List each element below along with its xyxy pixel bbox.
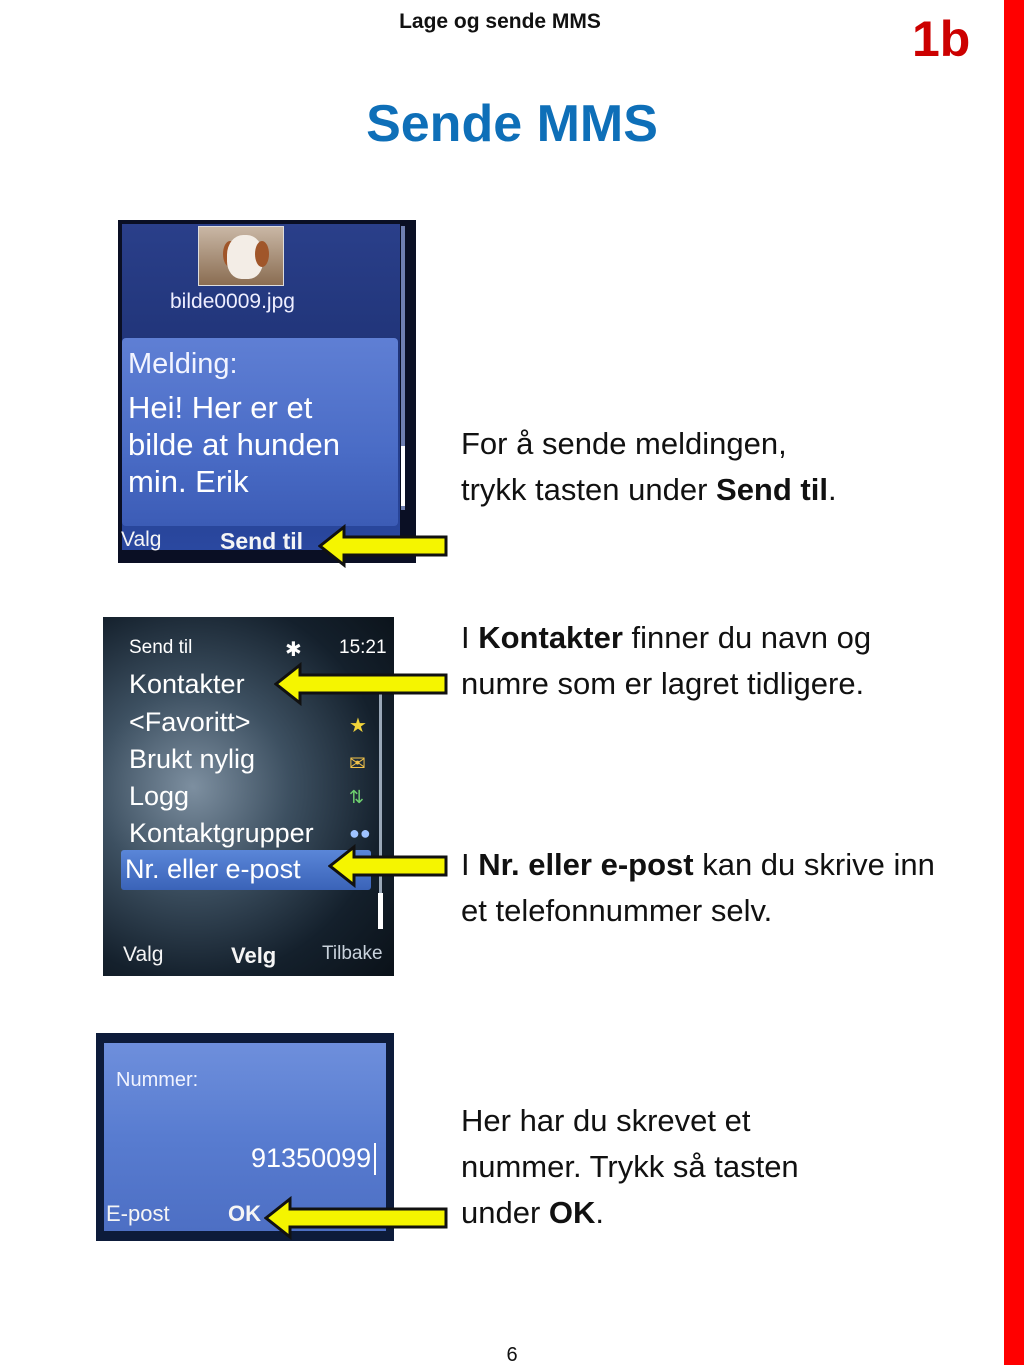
dog-ear-right xyxy=(255,241,269,267)
softkey-tilbake[interactable]: Tilbake xyxy=(322,943,383,964)
bluetooth-icon: ✱ xyxy=(285,639,302,661)
right-red-bar xyxy=(1004,0,1024,1365)
instruction-text: I xyxy=(461,847,479,882)
text-cursor xyxy=(374,1143,376,1175)
chapter-badge: 1b xyxy=(912,11,971,67)
softkey-velg[interactable]: Velg xyxy=(231,943,277,968)
attachment-filename: bilde0009.jpg xyxy=(170,290,295,313)
number-label: Nummer: xyxy=(116,1069,199,1091)
number-value[interactable]: 91350099 xyxy=(251,1143,372,1173)
star-icon: ★ xyxy=(349,715,367,737)
instruction-text: kan du skrive inn et telefonnummer selv. xyxy=(461,847,935,928)
menu-item-favoritt[interactable]: <Favoritt> xyxy=(129,707,251,737)
message-line: bilde at hunden xyxy=(128,427,341,462)
softkey-send-til[interactable]: Send til xyxy=(220,528,304,554)
page-title: Sende MMS xyxy=(366,95,658,153)
group-icon: ●● xyxy=(349,823,371,843)
scrollbar-thumb xyxy=(401,446,405,506)
menu-item-nr-eller-e-post[interactable]: Nr. eller e-post xyxy=(125,854,301,884)
phone-screen-message xyxy=(118,220,416,563)
envelope-icon: ✉ xyxy=(349,753,366,775)
softkey-e-post[interactable]: E-post xyxy=(106,1201,170,1226)
header-title: Lage og sende MMS xyxy=(399,10,601,33)
arrows-icon: ⇅ xyxy=(349,787,365,807)
instruction-text: For å sende meldingen, trykk tasten under xyxy=(461,426,787,507)
screen-header-send-til: Send til xyxy=(129,637,193,658)
instruction-text: Her har du skrevet et nummer. Trykk så tasten under xyxy=(461,1103,799,1230)
arrow-to-nr-eller-e-post-icon xyxy=(328,844,450,888)
message-line: Hei! Her er et xyxy=(128,390,313,425)
arrow-to-kontakter-icon xyxy=(274,662,450,706)
instruction-bold: OK xyxy=(548,1195,596,1230)
softkey-ok[interactable]: OK xyxy=(228,1201,261,1226)
softkey-valg[interactable]: Valg xyxy=(121,528,162,551)
menu-item-brukt-nylig[interactable]: Brukt nylig xyxy=(129,744,256,774)
menu-item-kontaktgrupper[interactable]: Kontaktgrupper xyxy=(129,818,314,848)
instruction-bold: Send til xyxy=(716,472,828,507)
softkey-valg[interactable]: Valg xyxy=(123,943,164,966)
menu-item-kontakter[interactable]: Kontakter xyxy=(129,669,245,699)
page-number: 6 xyxy=(506,1344,518,1365)
scrollbar-thumb xyxy=(378,893,383,929)
arrow-to-send-til-icon xyxy=(318,524,450,568)
instruction-bold: Nr. eller e-post xyxy=(478,847,694,882)
clock-time: 15:21 xyxy=(339,637,387,658)
instruction-text: I xyxy=(461,620,479,655)
instruction-nr xyxy=(461,842,941,934)
instruction-text: . xyxy=(595,1195,605,1230)
instruction-bold: Kontakter xyxy=(478,620,623,655)
arrow-to-ok-icon xyxy=(264,1196,450,1240)
message-label: Melding: xyxy=(128,348,238,380)
instruction-text: finner du navn og numre som er lagret tidligere. xyxy=(461,620,872,701)
instruction-text: . xyxy=(827,472,837,507)
instruction-send xyxy=(461,421,851,513)
instruction-ok xyxy=(461,1098,861,1236)
menu-item-logg[interactable]: Logg xyxy=(129,781,190,811)
dog-photo-thumbnail xyxy=(198,226,284,286)
message-line: min. Erik xyxy=(128,464,249,499)
instruction-kontakter xyxy=(461,615,941,707)
